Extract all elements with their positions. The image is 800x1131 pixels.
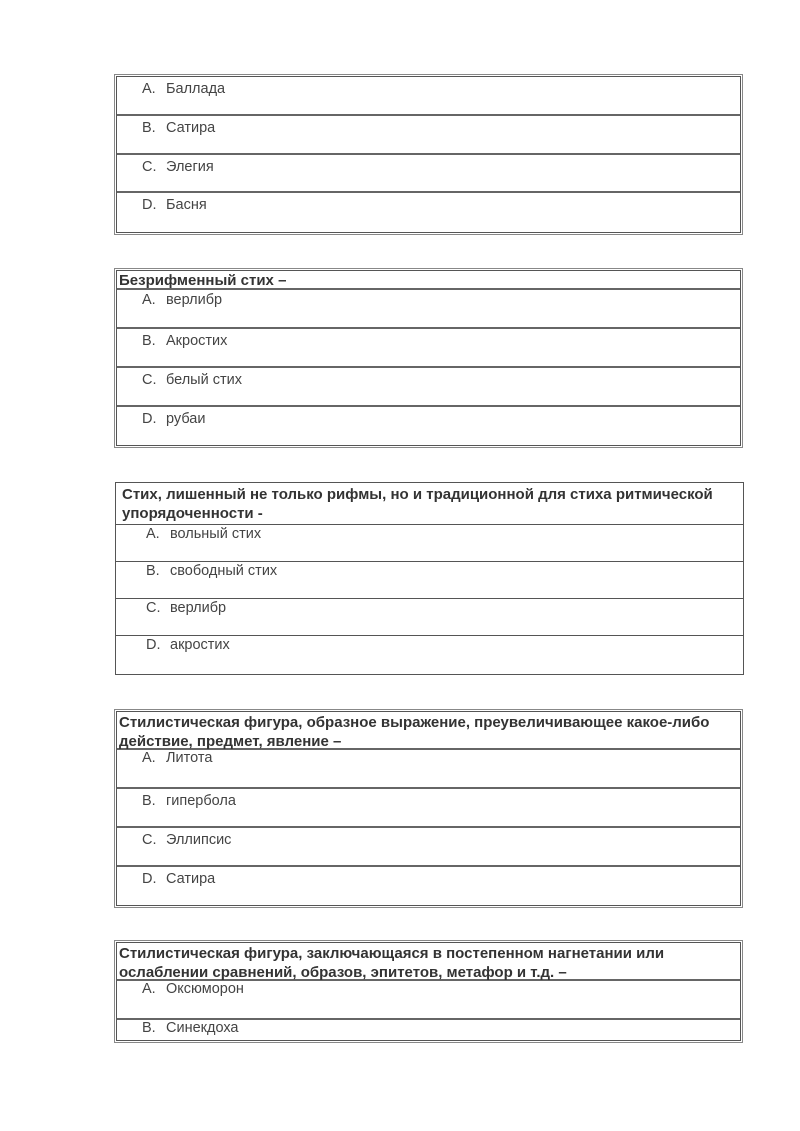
question-block-3 <box>115 482 744 675</box>
question-text: Стих, лишенный не только рифмы, но и традиционной для стиха ритмической упорядоченности - <box>116 483 743 525</box>
question-text: Стилистическая фигура, образное выражение, преувеличивающее какое-либо действие, предмет, явление – <box>117 712 740 750</box>
option-b[interactable]: B. свободный стих <box>116 562 743 599</box>
option-a[interactable]: A. Литота <box>117 750 740 789</box>
option-a[interactable]: A. верлибр <box>117 290 740 329</box>
option-d[interactable]: D. рубаи <box>142 411 206 427</box>
option-a[interactable]: A. Оксюморон <box>117 981 740 1020</box>
option-c[interactable]: C. верлибр <box>116 599 743 636</box>
question-text: Безрифменный стих – <box>117 271 740 290</box>
option-a[interactable]: A. вольный стих <box>116 525 743 562</box>
question-block-2 <box>116 270 741 446</box>
option-a[interactable]: A. Баллада <box>117 77 740 116</box>
option-d[interactable]: D. Сатира <box>142 871 216 887</box>
option-c[interactable]: C. белый стих <box>117 368 740 407</box>
question-text: Стилистическая фигура, заключающаяся в постепенном нагнетании или ослаблении сравнений, образов, эпитетов, метафор и т.д. – <box>117 943 740 981</box>
option-b[interactable]: B. гипербола <box>117 789 740 828</box>
option-c[interactable]: C. Элегия <box>117 155 740 193</box>
question-block-5 <box>116 942 741 1041</box>
option-d[interactable]: D. Басня <box>142 197 207 213</box>
option-c[interactable]: C. Эллипсис <box>117 828 740 867</box>
question-block-1 <box>116 76 741 233</box>
option-b[interactable]: B. Синекдоха <box>142 1020 239 1036</box>
option-d[interactable]: D. акростих <box>146 637 230 653</box>
question-block-4 <box>116 711 741 906</box>
option-b[interactable]: B. Сатира <box>117 116 740 155</box>
option-b[interactable]: B. Акростих <box>117 329 740 368</box>
